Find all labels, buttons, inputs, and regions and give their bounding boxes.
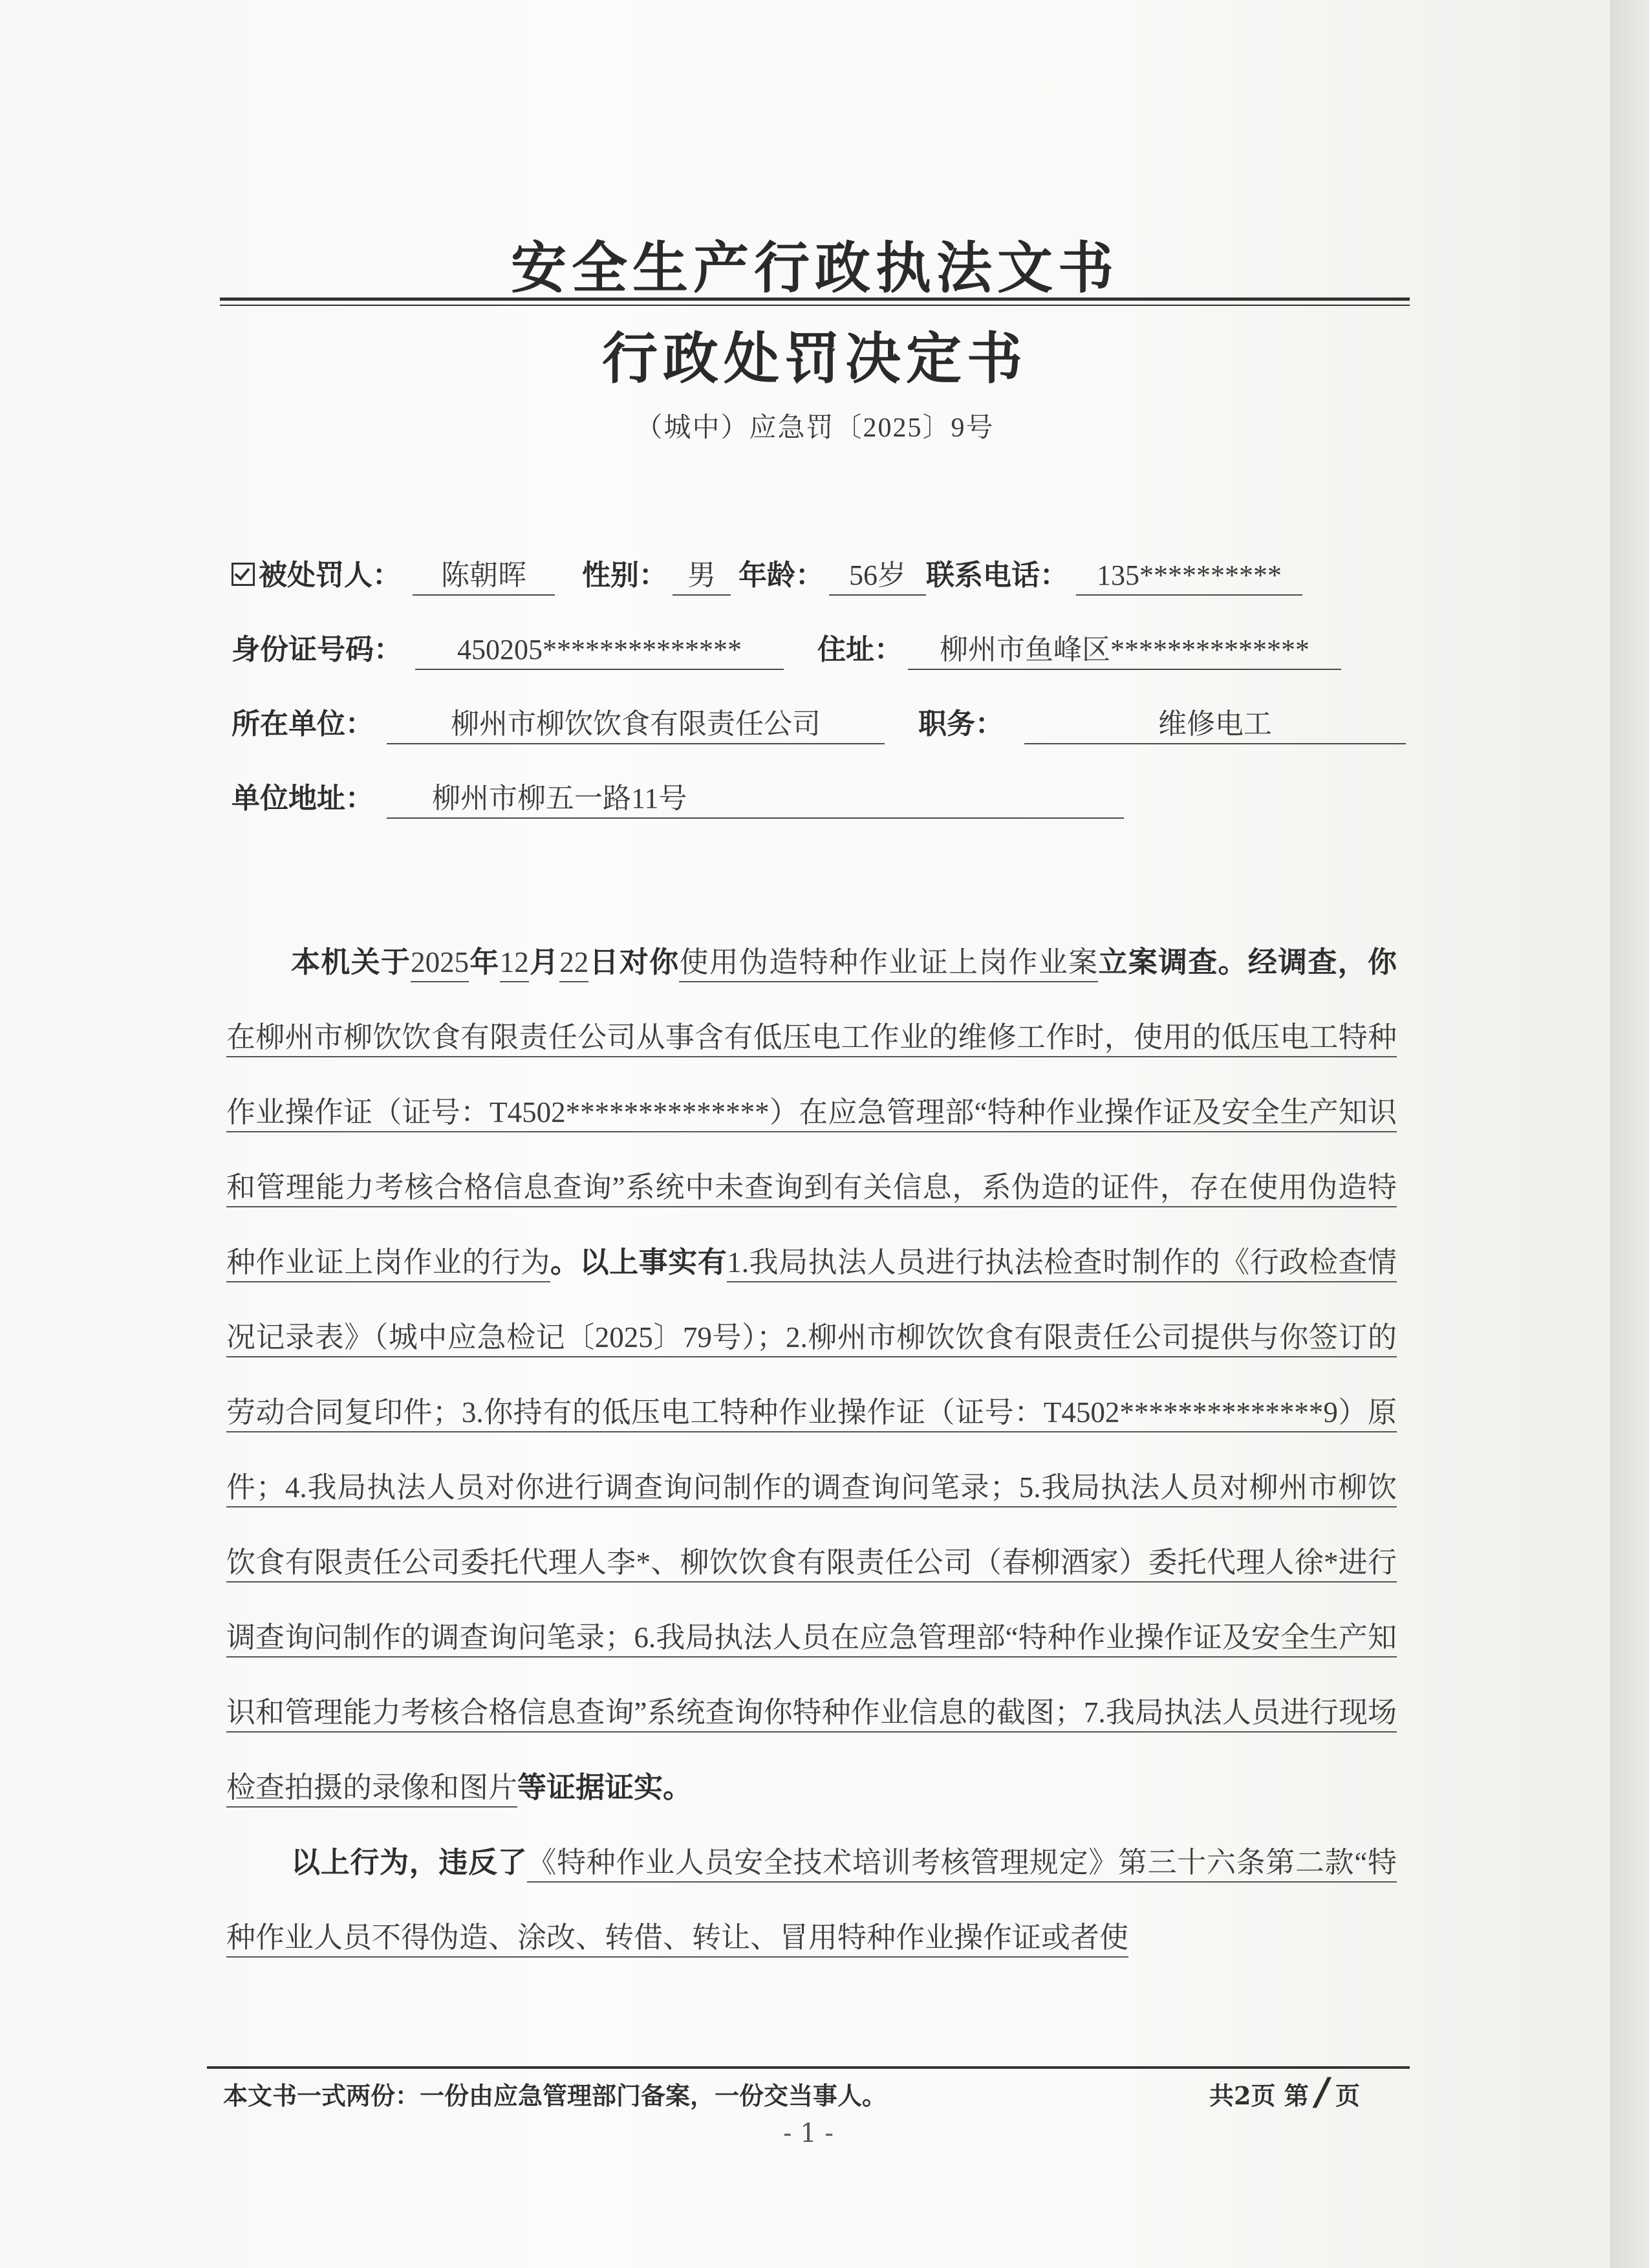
page-suffix: 页 [1335, 2081, 1360, 2110]
penalized-name: 陈朝晖 [413, 557, 555, 596]
id-number-label: 身份证号码： [232, 633, 402, 666]
gender-value: 男 [673, 557, 731, 596]
penalized-label: 被处罚人： [259, 559, 401, 592]
filed-text: 立案调查。经调查，你 [1098, 945, 1397, 979]
page-number: - 1 - [783, 2119, 834, 2148]
party-row-4 [232, 776, 1124, 821]
party-row-1 [232, 553, 1302, 598]
position-label: 职务： [918, 707, 1004, 740]
day-unit: 日对你 [588, 945, 680, 979]
findings-paragraph [226, 925, 1397, 1825]
phone-label: 联系电话： [926, 559, 1068, 592]
employer-address-value: 柳州市柳五一路11号 [387, 780, 1124, 819]
facts-text: 。以上事实有 [550, 1245, 727, 1279]
violation-paragraph [226, 1825, 1397, 1975]
gender-label: 性别： [582, 559, 667, 592]
intro-text: 本机关于 [291, 945, 411, 979]
address-value: 柳州市鱼峰区************** [908, 631, 1341, 670]
copies-note: 本文书一式两份：一份由应急管理部门备案，一份交当事人。 [223, 2081, 887, 2110]
document-title: 行政处罚决定书 [602, 326, 1028, 391]
scan-background-edge [1610, 0, 1649, 2268]
phone-value: 135********** [1076, 557, 1302, 596]
violation-intro: 以上行为，违反了 [291, 1845, 528, 1879]
agency-doc-type-heading: 安全生产行政执法文书 [511, 235, 1119, 301]
age-value: 56岁 [829, 557, 926, 596]
checkbox-checked-icon [232, 563, 255, 586]
footer-rule [207, 2066, 1410, 2069]
year-unit: 年 [469, 945, 500, 979]
position-value: 维修电工 [1024, 706, 1406, 744]
age-label: 年龄： [738, 559, 824, 592]
employer-label: 所在单位： [232, 707, 374, 740]
proven-text: 等证据证实。 [517, 1770, 693, 1804]
header-double-rule [220, 297, 1410, 306]
evidence-list: 1.我局执法人员进行执法检查时制作的《行政检查情况记录表》（城中应急检记〔2025〕79号）；2.柳州市柳饮饮食有限责任公司提供与你签订的劳动合同复印件；3.你持有的低压电工特种作业操作证（证号：T4502**************9）原件；4.我局执法人员对你进行调查询问制作的调查询问笔录；5.我局执法人员对柳州市柳饮饮食有限责任公司委托代理人李*、柳饮饮食有限责任公司（春柳酒家）委托代理人徐*进行调查询问制作的调查询问笔录；6.我局执法人员在应急管理部“特种作业操作证及安全生产知识和管理能力考核合格信息查询”系统查询你特种作业信息的截图；7.我局执法人员进行现场检查拍摄的录像和图片 [226, 1246, 1397, 1808]
party-row-2 [232, 627, 1341, 673]
current-page-handwritten: / [1311, 2069, 1333, 2113]
investigation-findings: 在柳州市柳饮饮食有限责任公司从事含有低压电工作业的维修工作时，使用的低压电工特种作业操作证（证号：T4502**************）在应急管理部“特种作业操作证及安全生产知识和管理能力考核合格信息查询”系统中未查询到有关信息，系伪造的证件，存在使用伪造特种作业证上岗作业的行为 [226, 1021, 1397, 1282]
page-prefix: 第 [1284, 2081, 1309, 2110]
document-number: （城中）应急罚〔2025〕9号 [635, 413, 995, 443]
month-unit: 月 [528, 945, 560, 979]
filing-month: 12 [500, 946, 529, 982]
filing-day: 22 [559, 946, 588, 982]
employer-address-label: 单位地址： [232, 782, 374, 815]
id-number-value: 450205************** [415, 631, 784, 670]
employer-value: 柳州市柳饮饮食有限责任公司 [387, 706, 885, 744]
case-name: 使用伪造特种作业证上岗作业案 [679, 946, 1098, 982]
violated-regulation: 《特种作业人员安全技术培训考核管理规定》第三十六条第二款“特种作业人员不得伪造、涂改、转借、转让、冒用特种作业操作证或者使 [226, 1846, 1397, 1958]
filing-year: 2025 [411, 946, 469, 982]
party-row-3 [232, 702, 1406, 747]
address-label: 住址： [817, 633, 903, 666]
page-count [1209, 2069, 1360, 2113]
decision-body [226, 925, 1397, 1975]
total-pages: 共2页 [1209, 2081, 1276, 2110]
